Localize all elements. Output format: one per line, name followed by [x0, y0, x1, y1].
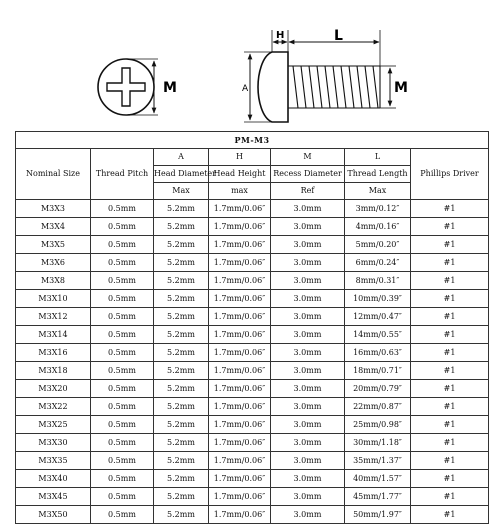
cell-thread-pitch: 0.5mm [91, 236, 154, 254]
cell-thread-length: 45mm/1.77″ [345, 488, 411, 506]
cell-thread-pitch: 0.5mm [91, 272, 154, 290]
col-m-letter: M [271, 149, 345, 166]
cell-head-height: 1.7mm/0.06″ [209, 470, 271, 488]
cell-phillips-driver: #1 [411, 488, 489, 506]
h-label: H [276, 30, 285, 41]
cell-recess-diameter: 3.0mm [271, 254, 345, 272]
table-row [16, 200, 489, 218]
cell-recess-diameter: 3.0mm [271, 344, 345, 362]
cell-head-height: 1.7mm/0.06″ [209, 416, 271, 434]
cell-phillips-driver: #1 [411, 272, 489, 290]
table-row [16, 272, 489, 290]
col-head-diameter: Head Diameter [154, 166, 209, 183]
col-l-letter: L [345, 149, 411, 166]
cell-thread-length: 20mm/0.79″ [345, 380, 411, 398]
cell-head-diameter: 5.2mm [154, 308, 209, 326]
cell-head-diameter: 5.2mm [154, 200, 209, 218]
table-row [16, 218, 489, 236]
cell-head-height: 1.7mm/0.06″ [209, 272, 271, 290]
header-row-letters [16, 149, 489, 166]
pan-head-icon [258, 52, 288, 122]
cell-phillips-driver: #1 [411, 218, 489, 236]
cell-head-height: 1.7mm/0.06″ [209, 398, 271, 416]
cell-thread-pitch: 0.5mm [91, 416, 154, 434]
cell-recess-diameter: 3.0mm [271, 272, 345, 290]
table-row [16, 344, 489, 362]
cell-head-diameter: 5.2mm [154, 218, 209, 236]
cell-phillips-driver: #1 [411, 344, 489, 362]
cell-thread-length: 6mm/0.24″ [345, 254, 411, 272]
table-row [16, 488, 489, 506]
col-phillips-driver: Phillips Driver [411, 149, 489, 200]
cell-nominal-size: M3X40 [16, 470, 91, 488]
cell-head-diameter: 5.2mm [154, 362, 209, 380]
screw-side-view [242, 28, 408, 122]
cell-thread-length: 5mm/0.20″ [345, 236, 411, 254]
cell-head-diameter: 5.2mm [154, 290, 209, 308]
screw-diagram [0, 0, 500, 130]
cell-phillips-driver: #1 [411, 470, 489, 488]
cell-nominal-size: M3X50 [16, 506, 91, 524]
cell-head-diameter: 5.2mm [154, 506, 209, 524]
phillips-recess-icon [107, 68, 145, 106]
cell-thread-pitch: 0.5mm [91, 326, 154, 344]
cell-nominal-size: M3X22 [16, 398, 91, 416]
cell-phillips-driver: #1 [411, 380, 489, 398]
table-row [16, 362, 489, 380]
cell-thread-length: 30mm/1.18″ [345, 434, 411, 452]
cell-phillips-driver: #1 [411, 254, 489, 272]
cell-head-height: 1.7mm/0.06″ [209, 362, 271, 380]
cell-thread-length: 8mm/0.31″ [345, 272, 411, 290]
table-row [16, 326, 489, 344]
cell-phillips-driver: #1 [411, 290, 489, 308]
cell-head-diameter: 5.2mm [154, 452, 209, 470]
cell-head-diameter: 5.2mm [154, 326, 209, 344]
cell-phillips-driver: #1 [411, 452, 489, 470]
cell-nominal-size: M3X45 [16, 488, 91, 506]
cell-thread-length: 25mm/0.98″ [345, 416, 411, 434]
cell-phillips-driver: #1 [411, 236, 489, 254]
cell-recess-diameter: 3.0mm [271, 434, 345, 452]
cell-phillips-driver: #1 [411, 506, 489, 524]
cell-head-height: 1.7mm/0.06″ [209, 380, 271, 398]
cell-phillips-driver: #1 [411, 326, 489, 344]
table-row [16, 380, 489, 398]
cell-thread-pitch: 0.5mm [91, 488, 154, 506]
cell-thread-pitch: 0.5mm [91, 290, 154, 308]
cell-recess-diameter: 3.0mm [271, 488, 345, 506]
cell-recess-diameter: 3.0mm [271, 470, 345, 488]
cell-head-height: 1.7mm/0.06″ [209, 506, 271, 524]
cell-thread-length: 18mm/0.71″ [345, 362, 411, 380]
table-row [16, 398, 489, 416]
spec-table [15, 131, 489, 524]
cell-head-diameter: 5.2mm [154, 272, 209, 290]
cell-thread-pitch: 0.5mm [91, 254, 154, 272]
cell-thread-pitch: 0.5mm [91, 434, 154, 452]
cell-phillips-driver: #1 [411, 308, 489, 326]
l-label: L [334, 28, 343, 44]
cell-thread-pitch: 0.5mm [91, 398, 154, 416]
table-row [16, 308, 489, 326]
head-front-view [98, 59, 177, 115]
cell-nominal-size: M3X5 [16, 236, 91, 254]
table-row [16, 290, 489, 308]
cell-head-diameter: 5.2mm [154, 344, 209, 362]
cell-nominal-size: M3X20 [16, 380, 91, 398]
col-l-note: Max [345, 183, 411, 200]
cell-head-height: 1.7mm/0.06″ [209, 344, 271, 362]
cell-phillips-driver: #1 [411, 362, 489, 380]
cell-head-diameter: 5.2mm [154, 434, 209, 452]
cell-recess-diameter: 3.0mm [271, 506, 345, 524]
cell-nominal-size: M3X6 [16, 254, 91, 272]
cell-thread-pitch: 0.5mm [91, 380, 154, 398]
cell-thread-length: 4mm/0.16″ [345, 218, 411, 236]
cell-phillips-driver: #1 [411, 200, 489, 218]
col-a-note: Max [154, 183, 209, 200]
cell-recess-diameter: 3.0mm [271, 452, 345, 470]
cell-thread-pitch: 0.5mm [91, 308, 154, 326]
cell-nominal-size: M3X16 [16, 344, 91, 362]
table-title: PM-M3 [16, 132, 489, 149]
cell-head-height: 1.7mm/0.06″ [209, 200, 271, 218]
cell-nominal-size: M3X25 [16, 416, 91, 434]
table-row [16, 236, 489, 254]
col-a-letter: A [154, 149, 209, 166]
cell-recess-diameter: 3.0mm [271, 362, 345, 380]
cell-head-height: 1.7mm/0.06″ [209, 236, 271, 254]
thread-icon [288, 66, 380, 108]
col-h-note: max [209, 183, 271, 200]
cell-head-height: 1.7mm/0.06″ [209, 434, 271, 452]
table-row [16, 470, 489, 488]
table-title-row [16, 132, 489, 149]
cell-head-diameter: 5.2mm [154, 236, 209, 254]
cell-thread-pitch: 0.5mm [91, 506, 154, 524]
cell-recess-diameter: 3.0mm [271, 218, 345, 236]
cell-thread-length: 35mm/1.37″ [345, 452, 411, 470]
cell-thread-pitch: 0.5mm [91, 218, 154, 236]
cell-head-height: 1.7mm/0.06″ [209, 290, 271, 308]
cell-nominal-size: M3X8 [16, 272, 91, 290]
cell-thread-length: 40mm/1.57″ [345, 470, 411, 488]
cell-head-diameter: 5.2mm [154, 398, 209, 416]
cell-thread-length: 3mm/0.12″ [345, 200, 411, 218]
cell-head-height: 1.7mm/0.06″ [209, 326, 271, 344]
cell-thread-length: 22mm/0.87″ [345, 398, 411, 416]
front-m-label: M [163, 80, 177, 96]
cell-nominal-size: M3X10 [16, 290, 91, 308]
cell-thread-pitch: 0.5mm [91, 470, 154, 488]
cell-recess-diameter: 3.0mm [271, 416, 345, 434]
table-row [16, 452, 489, 470]
col-thread-pitch: Thread Pitch [91, 149, 154, 200]
cell-recess-diameter: 3.0mm [271, 380, 345, 398]
col-m-note: Ref [271, 183, 345, 200]
cell-phillips-driver: #1 [411, 416, 489, 434]
cell-nominal-size: M3X14 [16, 326, 91, 344]
cell-thread-pitch: 0.5mm [91, 452, 154, 470]
cell-nominal-size: M3X12 [16, 308, 91, 326]
side-m-label: M [394, 80, 408, 96]
cell-thread-length: 10mm/0.39″ [345, 290, 411, 308]
cell-head-height: 1.7mm/0.06″ [209, 308, 271, 326]
cell-head-diameter: 5.2mm [154, 380, 209, 398]
cell-head-diameter: 5.2mm [154, 416, 209, 434]
cell-head-diameter: 5.2mm [154, 254, 209, 272]
cell-thread-pitch: 0.5mm [91, 362, 154, 380]
table-row [16, 506, 489, 524]
cell-recess-diameter: 3.0mm [271, 398, 345, 416]
col-nominal-size: Nominal Size [16, 149, 91, 200]
cell-recess-diameter: 3.0mm [271, 290, 345, 308]
cell-head-height: 1.7mm/0.06″ [209, 218, 271, 236]
col-h-letter: H [209, 149, 271, 166]
col-thread-length: Thread Length [345, 166, 411, 183]
cell-head-height: 1.7mm/0.06″ [209, 254, 271, 272]
cell-recess-diameter: 3.0mm [271, 236, 345, 254]
table-row [16, 254, 489, 272]
col-recess-diameter: Recess Diameter [271, 166, 345, 183]
cell-thread-length: 50mm/1.97″ [345, 506, 411, 524]
cell-recess-diameter: 3.0mm [271, 200, 345, 218]
cell-phillips-driver: #1 [411, 434, 489, 452]
table-row [16, 434, 489, 452]
cell-recess-diameter: 3.0mm [271, 308, 345, 326]
cell-nominal-size: M3X30 [16, 434, 91, 452]
cell-nominal-size: M3X35 [16, 452, 91, 470]
cell-head-diameter: 5.2mm [154, 470, 209, 488]
cell-head-height: 1.7mm/0.06″ [209, 488, 271, 506]
cell-thread-length: 14mm/0.55″ [345, 326, 411, 344]
col-head-height: Head Height [209, 166, 271, 183]
a-label: A [242, 84, 249, 94]
cell-nominal-size: M3X4 [16, 218, 91, 236]
cell-thread-length: 12mm/0.47″ [345, 308, 411, 326]
cell-recess-diameter: 3.0mm [271, 326, 345, 344]
cell-nominal-size: M3X18 [16, 362, 91, 380]
table-row [16, 416, 489, 434]
cell-thread-length: 16mm/0.63″ [345, 344, 411, 362]
cell-head-height: 1.7mm/0.06″ [209, 452, 271, 470]
cell-nominal-size: M3X3 [16, 200, 91, 218]
cell-head-diameter: 5.2mm [154, 488, 209, 506]
cell-thread-pitch: 0.5mm [91, 344, 154, 362]
cell-thread-pitch: 0.5mm [91, 200, 154, 218]
cell-phillips-driver: #1 [411, 398, 489, 416]
